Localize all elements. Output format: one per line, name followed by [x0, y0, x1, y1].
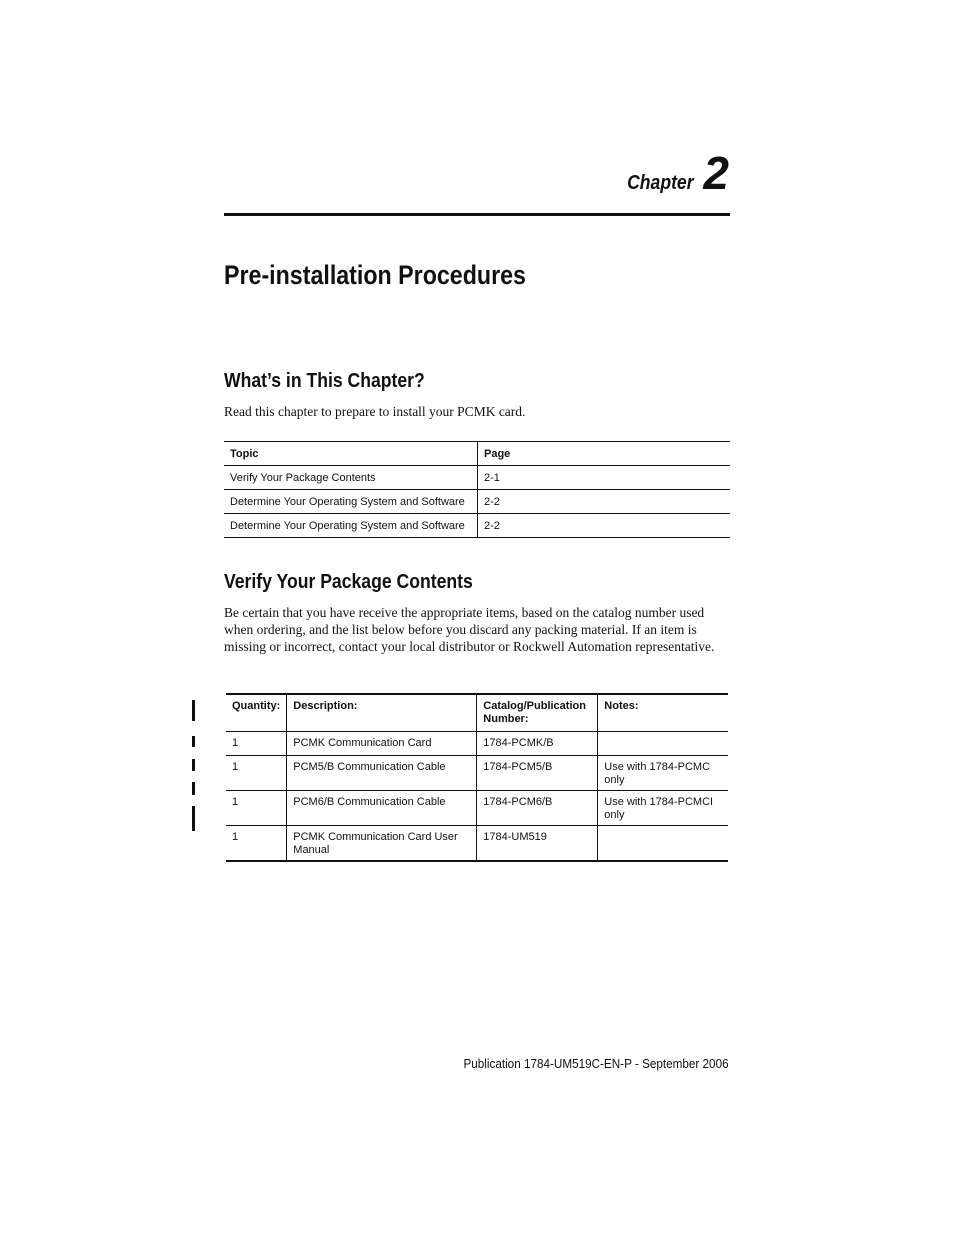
table-row: [226, 732, 728, 756]
catalog-cell: 1784-UM519: [477, 826, 598, 862]
table-header-row: [226, 694, 728, 732]
section-heading-verify-package: Verify Your Package Contents: [224, 571, 473, 593]
description-cell: PCM6/B Communication Cable: [287, 791, 477, 826]
change-bar: [192, 759, 195, 771]
section-intro: Read this chapter to prepare to install your PCMK card.: [224, 404, 526, 419]
catalog-cell: 1784-PCM6/B: [477, 791, 598, 826]
chapter-number: 2: [703, 147, 729, 199]
change-bar: [192, 700, 195, 721]
table-header-row: [224, 442, 730, 466]
change-bar: [192, 736, 195, 747]
description-cell: PCM5/B Communication Cable: [287, 756, 477, 791]
header-notes: Notes:: [604, 700, 639, 712]
page-footer: Publication 1784-UM519C-EN-P - September 2006: [463, 1056, 729, 1071]
change-bar: [192, 806, 195, 831]
notes-cell: Use with 1784-PCMC only: [604, 761, 711, 786]
header-topic: Topic: [224, 442, 478, 466]
chapter-word: Chapter: [626, 172, 694, 194]
chapter-rule: [224, 213, 730, 216]
topic-cell: Verify Your Package Contents: [224, 466, 478, 490]
page-cell: 2-2: [484, 495, 500, 508]
table-row: [224, 514, 730, 538]
table-row: [226, 791, 728, 826]
notes-cell: [598, 732, 728, 756]
header-description: Description:: [287, 694, 477, 732]
header-quantity: Quantity:: [226, 694, 287, 732]
table-row: [224, 466, 730, 490]
catalog-cell: 1784-PCMK/B: [477, 732, 598, 756]
page-cell: 2-2: [484, 519, 500, 532]
notes-cell: Use with 1784-PCMCI only: [604, 796, 714, 821]
topic-table: [224, 441, 730, 538]
quantity-cell: 1: [226, 791, 287, 826]
topic-cell: Determine Your Operating System and Software: [224, 514, 478, 538]
quantity-cell: 1: [226, 826, 287, 862]
header-catalog-number: Catalog/Publication Number:: [477, 694, 598, 732]
page-cell: 2-1: [484, 471, 500, 484]
table-row: [226, 826, 728, 862]
description-cell: PCMK Communication Card User Manual: [287, 826, 477, 862]
quantity-cell: 1: [226, 756, 287, 791]
section-heading-whats-in-chapter: What’s in This Chapter?: [224, 370, 425, 392]
header-page: Page: [484, 447, 511, 460]
topic-cell: Determine Your Operating System and Software: [224, 490, 478, 514]
quantity-cell: 1: [226, 732, 287, 756]
change-bar: [192, 782, 195, 795]
catalog-cell: 1784-PCM5/B: [477, 756, 598, 791]
table-row: [226, 756, 728, 791]
description-cell: PCMK Communication Card: [287, 732, 477, 756]
table-row: [224, 490, 730, 514]
package-contents-table: [226, 693, 728, 862]
notes-cell: [598, 826, 728, 862]
section-body: Be certain that you have receive the appropriate items, based on the catalog number used when ordering, and the list below before you discard any packing material. If an item is missing or incorrect, contact your local distributor or Rockwell Automation representative.: [224, 605, 715, 654]
chapter-label: [618, 147, 729, 199]
page-title: Pre-installation Procedures: [224, 260, 526, 290]
